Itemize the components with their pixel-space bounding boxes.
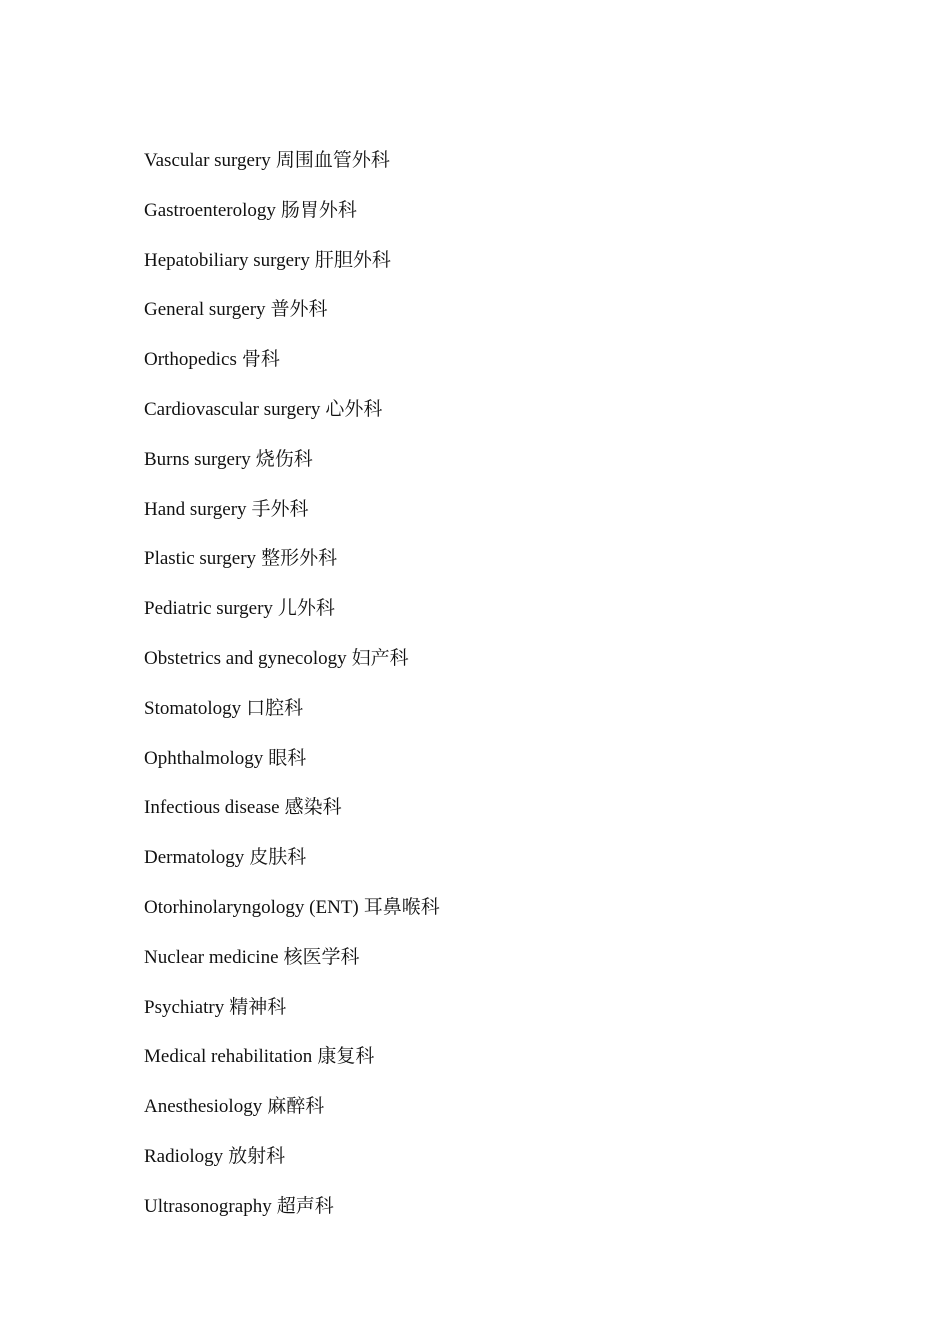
term-english: Radiology: [144, 1145, 224, 1167]
term-english: Hepatobiliary surgery: [144, 249, 310, 271]
term-english: Plastic surgery: [144, 548, 257, 570]
term-row: [144, 497, 440, 547]
term-row: [144, 397, 440, 447]
term-english: Stomatology: [144, 697, 242, 719]
term-english: Cardiovascular surgery: [144, 398, 321, 420]
term-row: [144, 596, 440, 646]
term-chinese: 心外科: [325, 398, 383, 420]
term-chinese: 骨科: [241, 349, 280, 371]
term-english: Ultrasonography: [144, 1195, 272, 1217]
term-chinese: 耳鼻喉科: [363, 896, 440, 918]
term-english: Nuclear medicine: [144, 946, 279, 968]
term-row: [144, 845, 440, 895]
term-chinese: 感染科: [284, 797, 342, 819]
term-english: Infectious disease: [144, 797, 280, 819]
term-chinese: 麻醉科: [267, 1096, 325, 1118]
term-chinese: 肝胆外科: [314, 249, 391, 271]
term-english: Hand surgery: [144, 498, 247, 520]
department-term-list: [144, 148, 440, 1244]
term-english: General surgery: [144, 299, 266, 321]
term-row: [144, 198, 440, 248]
term-row: [144, 795, 440, 845]
term-row: [144, 447, 440, 497]
term-chinese: 手外科: [251, 498, 309, 520]
term-chinese: 眼科: [268, 747, 307, 769]
term-chinese: 核医学科: [283, 946, 360, 968]
term-chinese: 康复科: [317, 1046, 375, 1068]
term-row: [144, 248, 440, 298]
term-chinese: 周围血管外科: [275, 150, 390, 171]
term-chinese: 普外科: [270, 299, 328, 321]
term-english: Otorhinolaryngology (ENT): [144, 896, 359, 918]
term-english: Orthopedics: [144, 349, 237, 371]
term-chinese: 精神科: [229, 996, 287, 1018]
term-row: [144, 1144, 440, 1194]
term-row: [144, 1094, 440, 1144]
term-chinese: 放射科: [228, 1145, 286, 1167]
term-english: Pediatric surgery: [144, 598, 273, 620]
term-row: [144, 1044, 440, 1094]
term-english: Psychiatry: [144, 996, 225, 1018]
term-english: Obstetrics and gynecology: [144, 647, 347, 669]
term-row: [144, 945, 440, 995]
term-chinese: 儿外科: [277, 598, 335, 620]
term-chinese: 妇产科: [351, 647, 409, 669]
term-row: [144, 995, 440, 1045]
term-chinese: 整形外科: [261, 548, 338, 570]
term-chinese: 肠胃外科: [280, 199, 357, 221]
term-english: Gastroenterology: [144, 199, 276, 221]
term-english: Medical rehabilitation: [144, 1046, 313, 1068]
term-row: [144, 148, 440, 198]
term-row: [144, 1194, 440, 1244]
term-chinese: 口腔科: [246, 697, 304, 719]
term-english: Dermatology: [144, 847, 245, 869]
term-english: Burns surgery: [144, 448, 251, 470]
term-row: [144, 297, 440, 347]
term-english: Vascular surgery: [144, 150, 271, 171]
term-chinese: 皮肤科: [249, 847, 307, 869]
term-chinese: 烧伤科: [255, 448, 313, 470]
term-row: [144, 696, 440, 746]
term-english: Ophthalmology: [144, 747, 264, 769]
term-row: [144, 746, 440, 796]
term-row: [144, 546, 440, 596]
term-row: [144, 347, 440, 397]
term-chinese: 超声科: [276, 1195, 334, 1217]
term-row: [144, 895, 440, 945]
term-english: Anesthesiology: [144, 1096, 263, 1118]
term-row: [144, 646, 440, 696]
